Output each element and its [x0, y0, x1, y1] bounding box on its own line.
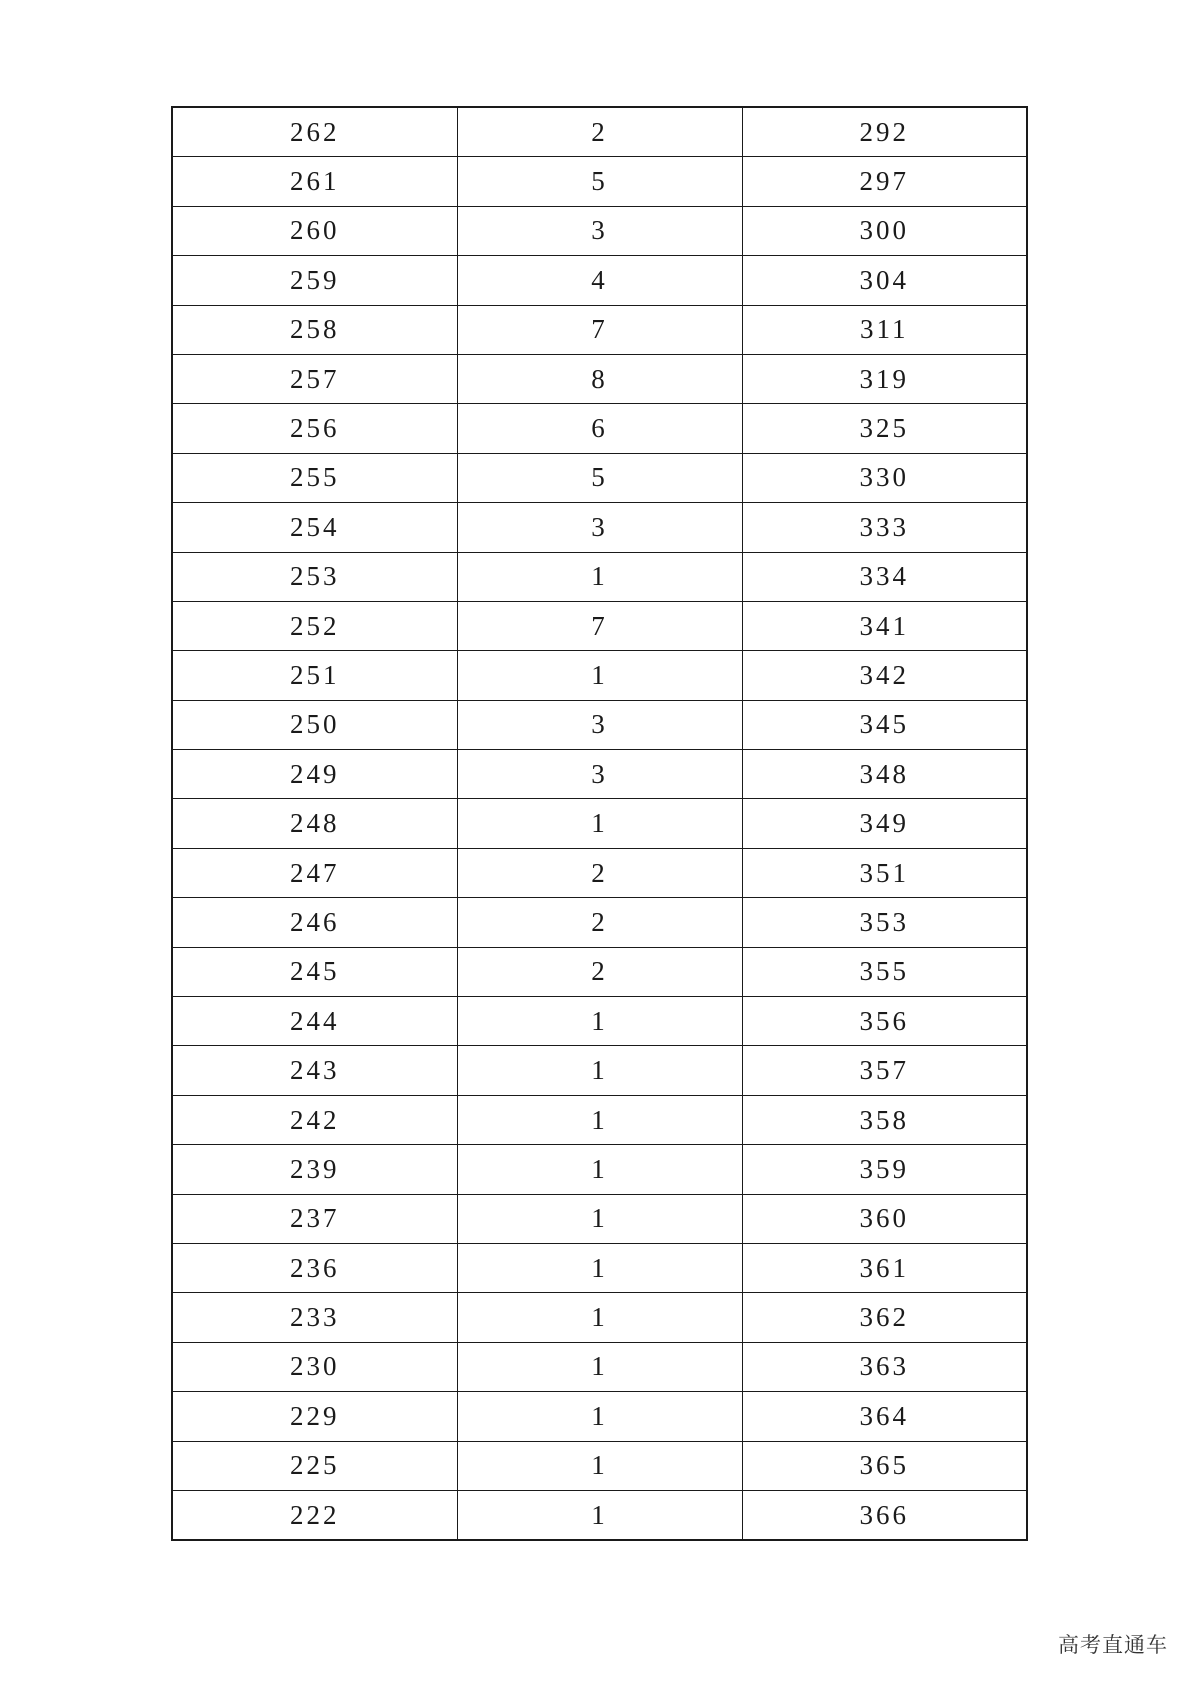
score-cell: 262: [172, 107, 457, 157]
table-row: [172, 1392, 1027, 1441]
table-row: [172, 601, 1027, 650]
cumulative-cell: 355: [742, 947, 1027, 996]
table-row: [172, 107, 1027, 157]
count-cell: 1: [457, 1293, 742, 1342]
score-cell: 257: [172, 354, 457, 403]
score-cell: 242: [172, 1095, 457, 1144]
count-cell: 1: [457, 1046, 742, 1095]
cumulative-cell: 300: [742, 206, 1027, 255]
cumulative-cell: 363: [742, 1342, 1027, 1391]
score-cell: 229: [172, 1392, 457, 1441]
table-row: [172, 1441, 1027, 1490]
count-cell: 1: [457, 1243, 742, 1292]
count-cell: 1: [457, 1095, 742, 1144]
count-cell: 3: [457, 700, 742, 749]
cumulative-cell: 304: [742, 256, 1027, 305]
table-row: [172, 651, 1027, 700]
score-cell: 247: [172, 848, 457, 897]
table-row: [172, 898, 1027, 947]
table-row: [172, 750, 1027, 799]
count-cell: 1: [457, 997, 742, 1046]
count-cell: 3: [457, 750, 742, 799]
cumulative-cell: 353: [742, 898, 1027, 947]
score-cell: 233: [172, 1293, 457, 1342]
score-cell: 255: [172, 453, 457, 502]
count-cell: 1: [457, 1441, 742, 1490]
table-row: [172, 157, 1027, 206]
count-cell: 3: [457, 503, 742, 552]
table-row: [172, 453, 1027, 502]
count-cell: 2: [457, 107, 742, 157]
score-cell: 225: [172, 1441, 457, 1490]
score-cell: 252: [172, 601, 457, 650]
cumulative-cell: 334: [742, 552, 1027, 601]
count-cell: 6: [457, 404, 742, 453]
count-cell: 1: [457, 799, 742, 848]
count-cell: 1: [457, 1194, 742, 1243]
table-row: [172, 503, 1027, 552]
count-cell: 5: [457, 157, 742, 206]
score-distribution-table: [171, 106, 1028, 1541]
cumulative-cell: 365: [742, 1441, 1027, 1490]
cumulative-cell: 356: [742, 997, 1027, 1046]
table-row: [172, 997, 1027, 1046]
count-cell: 2: [457, 898, 742, 947]
cumulative-cell: 359: [742, 1145, 1027, 1194]
count-cell: 1: [457, 1490, 742, 1540]
table-row: [172, 1293, 1027, 1342]
cumulative-cell: 348: [742, 750, 1027, 799]
count-cell: 3: [457, 206, 742, 255]
cumulative-cell: 364: [742, 1392, 1027, 1441]
cumulative-cell: 292: [742, 107, 1027, 157]
count-cell: 1: [457, 552, 742, 601]
count-cell: 7: [457, 305, 742, 354]
score-cell: 243: [172, 1046, 457, 1095]
cumulative-cell: 357: [742, 1046, 1027, 1095]
cumulative-cell: 325: [742, 404, 1027, 453]
cumulative-cell: 362: [742, 1293, 1027, 1342]
count-cell: 2: [457, 848, 742, 897]
score-cell: 239: [172, 1145, 457, 1194]
score-cell: 249: [172, 750, 457, 799]
cumulative-cell: 342: [742, 651, 1027, 700]
count-cell: 7: [457, 601, 742, 650]
score-cell: 260: [172, 206, 457, 255]
cumulative-cell: 297: [742, 157, 1027, 206]
watermark-text: 高考直通车: [1058, 1633, 1168, 1657]
table-row: [172, 1046, 1027, 1095]
score-cell: 237: [172, 1194, 457, 1243]
score-cell: 250: [172, 700, 457, 749]
cumulative-cell: 349: [742, 799, 1027, 848]
cumulative-cell: 319: [742, 354, 1027, 403]
score-cell: 251: [172, 651, 457, 700]
score-cell: 253: [172, 552, 457, 601]
cumulative-cell: 358: [742, 1095, 1027, 1144]
score-cell: 230: [172, 1342, 457, 1391]
cumulative-cell: 341: [742, 601, 1027, 650]
score-cell: 261: [172, 157, 457, 206]
cumulative-cell: 330: [742, 453, 1027, 502]
score-cell: 244: [172, 997, 457, 1046]
table-row: [172, 1243, 1027, 1292]
score-cell: 236: [172, 1243, 457, 1292]
score-cell: 222: [172, 1490, 457, 1540]
score-cell: 245: [172, 947, 457, 996]
table-row: [172, 799, 1027, 848]
cumulative-cell: 361: [742, 1243, 1027, 1292]
score-cell: 259: [172, 256, 457, 305]
count-cell: 4: [457, 256, 742, 305]
count-cell: 1: [457, 1342, 742, 1391]
count-cell: 5: [457, 453, 742, 502]
score-cell: 254: [172, 503, 457, 552]
count-cell: 8: [457, 354, 742, 403]
table-row: [172, 1194, 1027, 1243]
table-row: [172, 256, 1027, 305]
table-row: [172, 947, 1027, 996]
cumulative-cell: 345: [742, 700, 1027, 749]
table-row: [172, 206, 1027, 255]
score-cell: 256: [172, 404, 457, 453]
table-row: [172, 1342, 1027, 1391]
table-row: [172, 1095, 1027, 1144]
cumulative-cell: 351: [742, 848, 1027, 897]
cumulative-cell: 311: [742, 305, 1027, 354]
cumulative-cell: 366: [742, 1490, 1027, 1540]
table-row: [172, 848, 1027, 897]
cumulative-cell: 333: [742, 503, 1027, 552]
table-row: [172, 404, 1027, 453]
score-cell: 246: [172, 898, 457, 947]
table-row: [172, 700, 1027, 749]
table-row: [172, 1145, 1027, 1194]
cumulative-cell: 360: [742, 1194, 1027, 1243]
table-row: [172, 552, 1027, 601]
table-row: [172, 1490, 1027, 1540]
count-cell: 1: [457, 1392, 742, 1441]
count-cell: 1: [457, 651, 742, 700]
score-cell: 248: [172, 799, 457, 848]
score-cell: 258: [172, 305, 457, 354]
count-cell: 1: [457, 1145, 742, 1194]
table-body: [172, 107, 1027, 1540]
table-row: [172, 305, 1027, 354]
count-cell: 2: [457, 947, 742, 996]
table-row: [172, 354, 1027, 403]
